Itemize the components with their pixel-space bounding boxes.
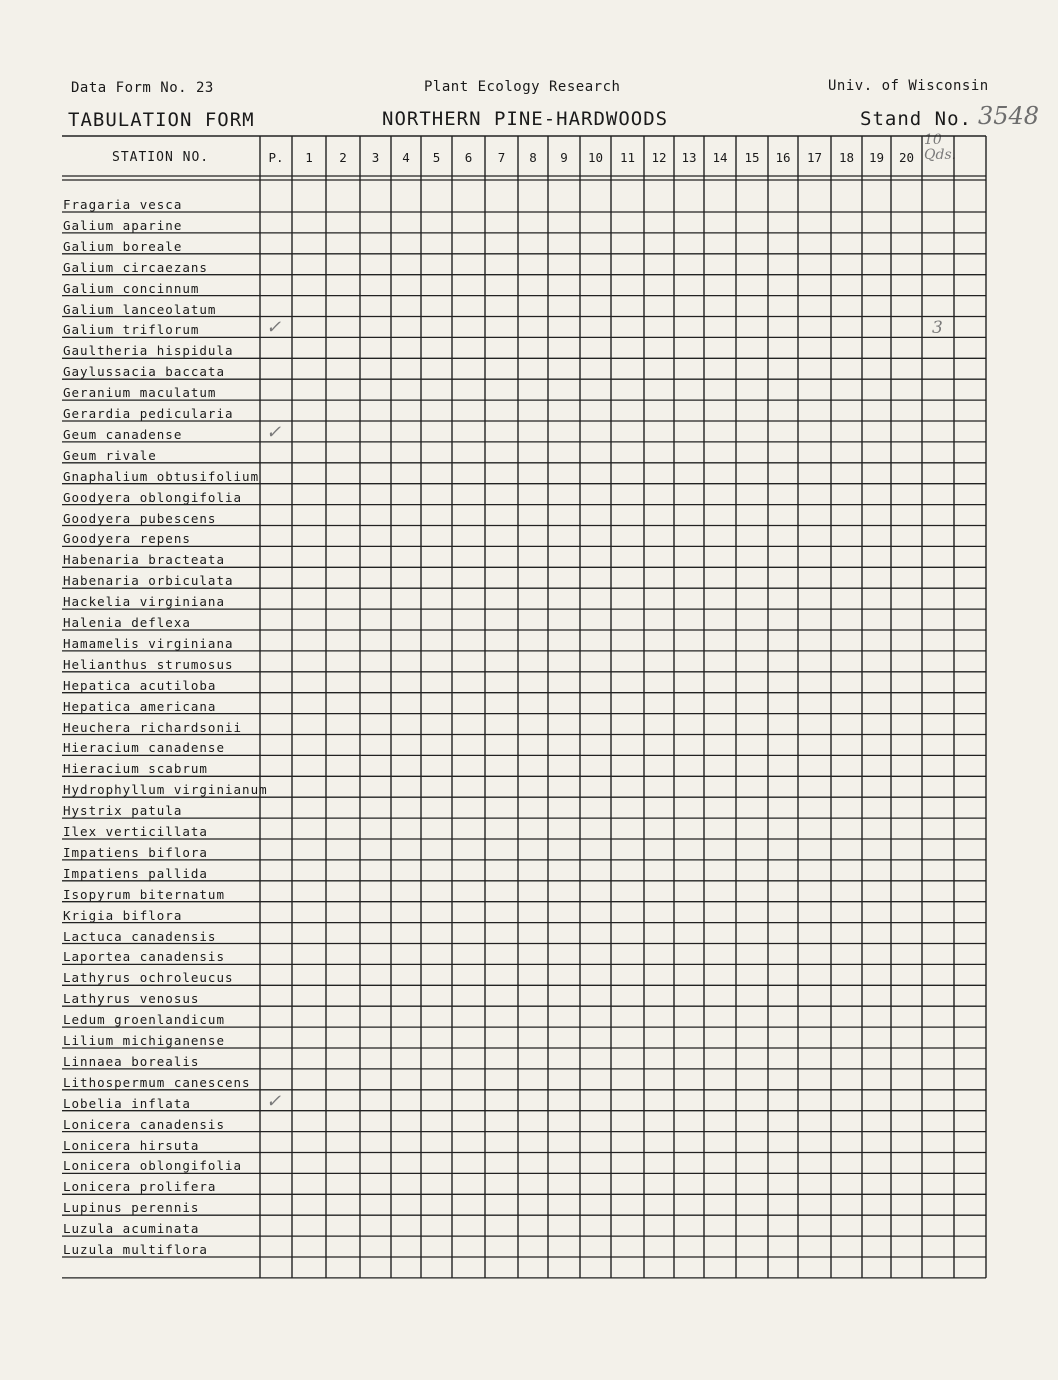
column-header-18: 18 (838, 150, 855, 165)
species-name: Gnaphalium obtusifolium (63, 468, 260, 484)
species-name: Impatiens pallida (63, 865, 208, 881)
species-name: Helianthus strumosus (63, 656, 234, 672)
species-name: Lilium michiganense (63, 1033, 225, 1048)
species-name: Lonicera hirsuta (63, 1137, 200, 1153)
species-name: Luzula multiflora (63, 1242, 208, 1257)
column-header-1: 1 (305, 150, 313, 165)
species-name: Halenia deflexa (63, 615, 191, 630)
species-name: Galium circaezans (63, 259, 208, 275)
species-name: Lobelia inflata (63, 1095, 191, 1111)
species-name: Laportea canadensis (63, 949, 225, 965)
species-name: Lathyrus ochroleucus (63, 970, 234, 986)
species-name: Lonicera oblongifolia (63, 1158, 243, 1174)
column-header-9: 9 (560, 150, 568, 165)
check-mark: ✓ (266, 1090, 282, 1112)
check-mark: ✓ (266, 317, 282, 339)
species-name: Galium boreale (63, 238, 183, 254)
community-title: NORTHERN PINE-HARDWOODS (382, 108, 669, 130)
species-name: Isopyrum biternatum (63, 886, 225, 902)
species-name: Ilex verticillata (63, 824, 208, 839)
quadrat-count: 3 (932, 318, 943, 339)
column-header-14: 14 (712, 150, 728, 165)
column-header-5: 5 (432, 150, 441, 165)
species-name: Ledum groenlandicum (63, 1012, 225, 1028)
column-header-12: 12 (651, 150, 667, 165)
column-header-p: P. (268, 150, 284, 165)
column-header-6: 6 (464, 150, 473, 165)
column-header-19: 19 (868, 150, 885, 165)
species-name: Goodyera pubescens (63, 510, 217, 526)
organization: Plant Ecology Research (424, 79, 621, 95)
species-name: Heuchera richardsonii (63, 719, 243, 735)
species-name: Impatiens biflora (63, 844, 208, 860)
university: Univ. of Wisconsin (828, 78, 989, 94)
species-name: Galium concinnum (63, 280, 200, 296)
species-name: Hepatica americana (63, 698, 217, 714)
species-name: Goodyera repens (63, 531, 191, 547)
column-header-7: 7 (497, 150, 506, 165)
species-name: Hydrophyllum virginianum (63, 782, 268, 798)
species-name: Luzula acuminata (63, 1221, 200, 1237)
species-name: Geum rivale (63, 447, 157, 463)
species-name: Lonicera prolifera (63, 1179, 217, 1195)
species-name: Gaultheria hispidula (63, 343, 234, 359)
column-header-4: 4 (402, 150, 410, 165)
species-name: Hieracium canadense (63, 740, 225, 756)
species-name: Gerardia pedicularia (63, 406, 234, 421)
species-name: Linnaea borealis (63, 1053, 200, 1069)
species-name: Hepatica acutiloba (63, 677, 217, 693)
species-name: Lathyrus venosus (63, 991, 200, 1007)
column-header-17: 17 (806, 150, 823, 165)
species-name: Hieracium scabrum (63, 761, 208, 777)
column-header-13: 13 (681, 150, 697, 165)
species-name: Habenaria bracteata (63, 552, 225, 568)
species-name: Lactuca canadensis (63, 928, 217, 944)
species-name: Hamamelis virginiana (63, 635, 234, 651)
species-name: Geum canadense (63, 426, 183, 442)
species-name: Lupinus perennis (63, 1200, 200, 1216)
quadrats-header: 10 Qds. (924, 132, 957, 163)
column-header-11: 11 (619, 150, 636, 165)
species-name: Galium lanceolatum (63, 301, 217, 317)
species-name: Habenaria orbiculata (63, 573, 234, 589)
column-header-8: 8 (529, 150, 537, 165)
column-header-20: 20 (898, 150, 915, 165)
species-name: Hystrix patula (63, 803, 183, 819)
column-header-10: 10 (587, 150, 604, 165)
species-name: Geranium maculatum (63, 385, 217, 401)
check-mark: ✓ (266, 421, 282, 443)
stand-label: Stand No. (860, 108, 972, 130)
species-name: Lonicera canadensis (63, 1116, 225, 1132)
stand-number: 3548 (978, 102, 1040, 130)
species-name: Goodyera oblongifolia (63, 489, 243, 505)
species-name: Galium triflorum (63, 322, 200, 338)
column-header-16: 16 (775, 150, 791, 165)
species-name: Lithospermum canescens (63, 1074, 251, 1090)
species-name: Galium aparine (63, 217, 183, 233)
column-header-15: 15 (744, 150, 760, 165)
species-name: Gaylussacia baccata (63, 364, 225, 380)
species-name: Fragaria vesca (63, 197, 183, 212)
station-label: STATION NO. (112, 150, 210, 165)
species-name: Krigia biflora (63, 907, 183, 923)
species-name: Hackelia virginiana (63, 594, 225, 610)
form-title: TABULATION FORM (68, 109, 255, 131)
column-header-3: 3 (371, 150, 380, 165)
form-number: Data Form No. 23 (71, 80, 214, 96)
column-header-2: 2 (339, 150, 347, 165)
